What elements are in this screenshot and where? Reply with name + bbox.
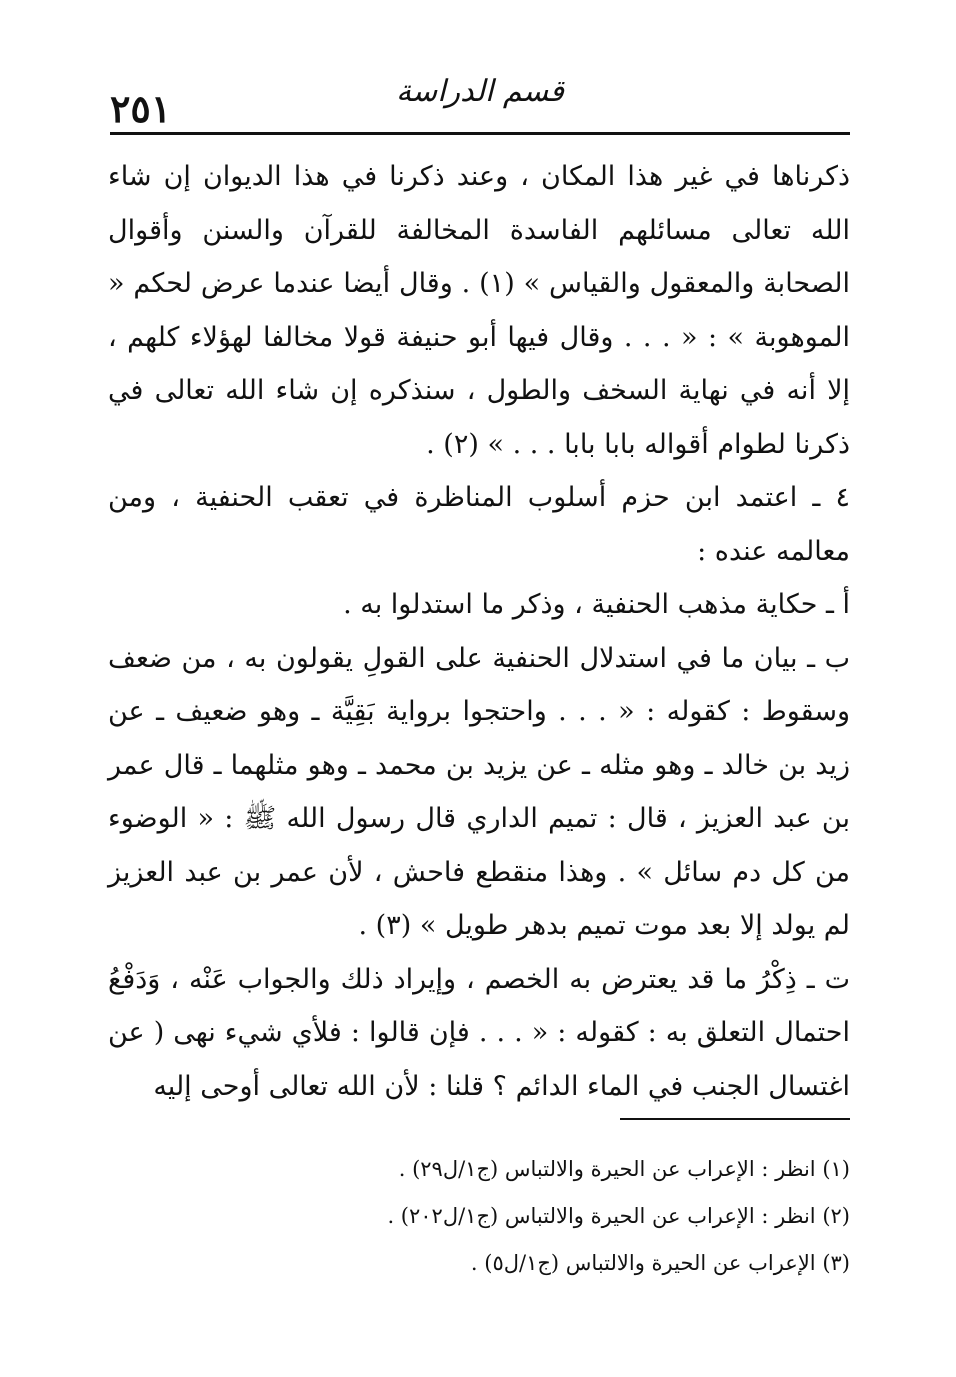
page-number: ٢٥١: [110, 86, 172, 131]
main-text: [108, 150, 850, 1113]
footnote: (١) انظر : الإعراب عن الحيرة والالتباس (ج١/ل٢٩) .: [398, 1157, 850, 1181]
page-header: [110, 68, 850, 134]
paragraph: ٤ ـ اعتمد ابن حزم أسلوب المناظرة في تعقب الحنفية ، ومن معالمه عنده :: [108, 482, 850, 567]
footnote-rule: [620, 1118, 850, 1120]
header-rule: [110, 132, 850, 135]
footnote: (٣) الإعراب عن الحيرة والالتباس (ج١/ل٥) .: [470, 1251, 850, 1275]
footnote: (٢) انظر : الإعراب عن الحيرة والالتباس (ج١/ل٢٠٢) .: [387, 1204, 850, 1228]
paragraph: ب ـ بيان ما في استدلال الحنفية على القولِ يقولون به ، من ضعف وسقوط : كقوله : « . . . واحتجوا برواية بَقِيَّة ـ وهو ضعيف ـ عن زيد بن خالد ـ وهو مثله ـ عن يزيد بن محمد ـ وهو مثلهما ـ قال عمر بن عبد العزيز ، قال : تميم الداري قال رسول الله ﷺ : « الوضوء من كل دم سائل » . وهذا منقطع فاحش ، لأن عمر بن عبد العزيز لم يولد إلا بعد موت تميم بدهر طويل » (٣) .: [108, 642, 850, 941]
paragraph: ذكرناها في غير هذا المكان ، وعند ذكرنا في هذا الديوان إن شاء الله تعالى مسائلهم الفاسدة المخالفة للقرآن والسنن وأقوال الصحابة والمعقول والقياس » (١) . وقال أيضا عندما عرض لحكم « الموهوبة » : « . . . وقال فيها أبو حنيفة قولا مخالفا لهؤلاء كلهم ، إلا أنه في نهاية السخف والطول ، سنذكره إن شاء الله تعالى في ذكرنا لطوام أقواله بابا بابا . . . » (٢) .: [108, 161, 850, 460]
running-title: قسم الدراسة: [396, 74, 564, 109]
paragraph: ت ـ ذِكْرُ ما قد يعترض به الخصم ، وإيراد ذلك والجواب عَنْه ، وَدَفْعُ احتمال التعلق به : كقوله : « . . . فإن قالوا : فلأي شيء نهى ( عن اغتسال الجنب في الماء الدائم ؟ قلنا : لأن الله تعالى أوحى إليه: [108, 963, 850, 1102]
paragraph: أ ـ حكاية مذهب الحنفية ، وذكر ما استدلوا به .: [343, 589, 850, 620]
footnotes: [108, 1146, 850, 1287]
